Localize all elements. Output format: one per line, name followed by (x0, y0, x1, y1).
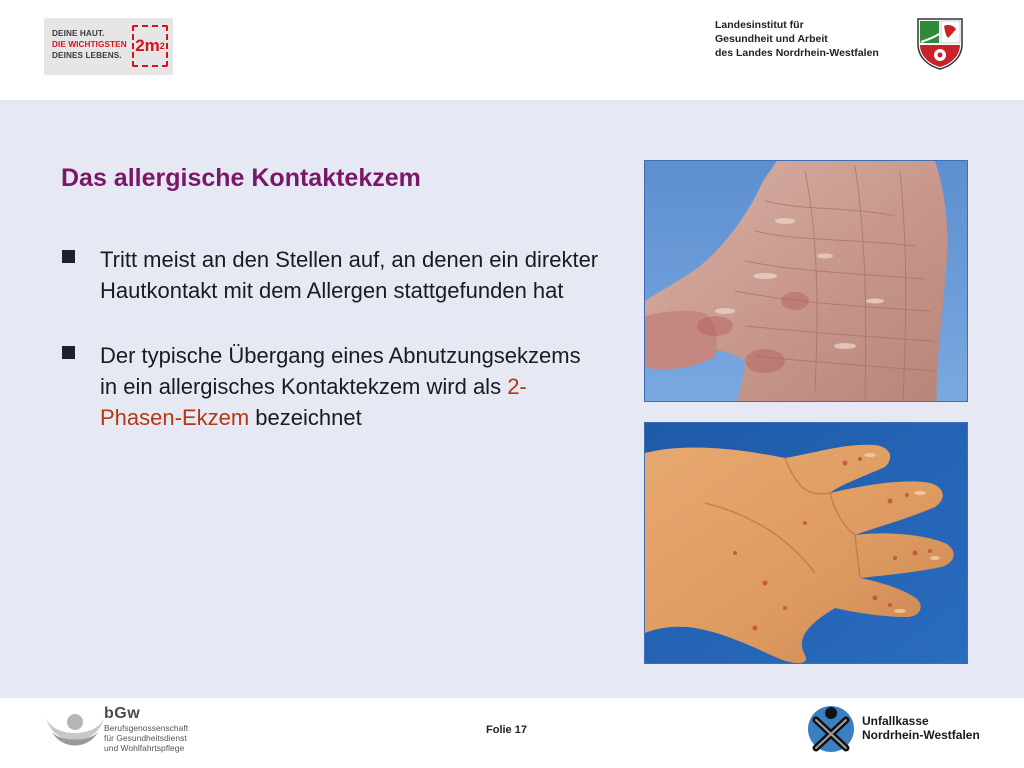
bgw-description (104, 723, 224, 753)
campaign-line-2: DIE WICHTIGSTEN (52, 40, 127, 49)
bgw-logo-icon (44, 708, 106, 752)
unfallkasse-line-2: Nordrhein-Westfalen (862, 728, 980, 742)
institute-line-1: Landesinstitut für (715, 19, 804, 31)
header (0, 0, 1024, 100)
unfallkasse-line-1: Unfallkasse (862, 714, 929, 728)
campaign-text (52, 28, 130, 66)
unfallkasse-name (862, 714, 980, 742)
institute-line-3: des Landes Nordrhein-Westfalen (715, 47, 879, 59)
bullet-square-icon (62, 346, 75, 359)
campaign-line-1: DEINE HAUT. (52, 29, 105, 38)
campaign-badge (132, 25, 168, 67)
campaign-line-3: DEINES LEBENS. (52, 51, 122, 60)
bullet-item (62, 340, 602, 433)
highlight-term: 2-Phasen-Ekzem (100, 374, 527, 430)
unfallkasse-logo-icon (806, 704, 856, 754)
bullet-list (62, 244, 602, 467)
campaign-badge-sup: 2 (159, 40, 165, 51)
bgw-line-3: und Wohlfahrtspflege (104, 743, 185, 753)
bgw-line-1: Berufsgenossenschaft (104, 723, 189, 733)
bullet-square-icon (62, 250, 75, 263)
hand-fingers-image (645, 423, 968, 664)
bullet-text-after: bezeichnet (249, 405, 362, 430)
hand-eczema-photo-1 (644, 160, 968, 402)
bullet-text: Tritt meist an den Stellen auf, an denen ein direkter Hautkontakt mit dem Allergen stattgefunden hat (100, 247, 599, 303)
slide-title: Das allergische Kontaktekzem (61, 164, 421, 192)
hand-eczema-photo-2 (644, 422, 968, 664)
bgw-name: bGw (104, 705, 141, 722)
slide-body (0, 100, 1024, 698)
bullet-item (62, 244, 602, 306)
nrw-crest-icon (915, 16, 965, 70)
footer (0, 698, 1024, 768)
institute-line-2: Gesundheit und Arbeit (715, 33, 828, 45)
hand-back-image (645, 161, 968, 402)
slide-number: Folie 17 (486, 724, 527, 736)
bgw-line-2: für Gesundheitsdienst (104, 733, 187, 743)
bullet-text-before: Der typische Übergang eines Abnutzungsekzems in ein allergisches Kontaktekzem wird als (100, 343, 581, 399)
institute-name (715, 18, 905, 60)
campaign-badge-text: 2m (135, 36, 160, 55)
campaign-logo (44, 18, 173, 75)
